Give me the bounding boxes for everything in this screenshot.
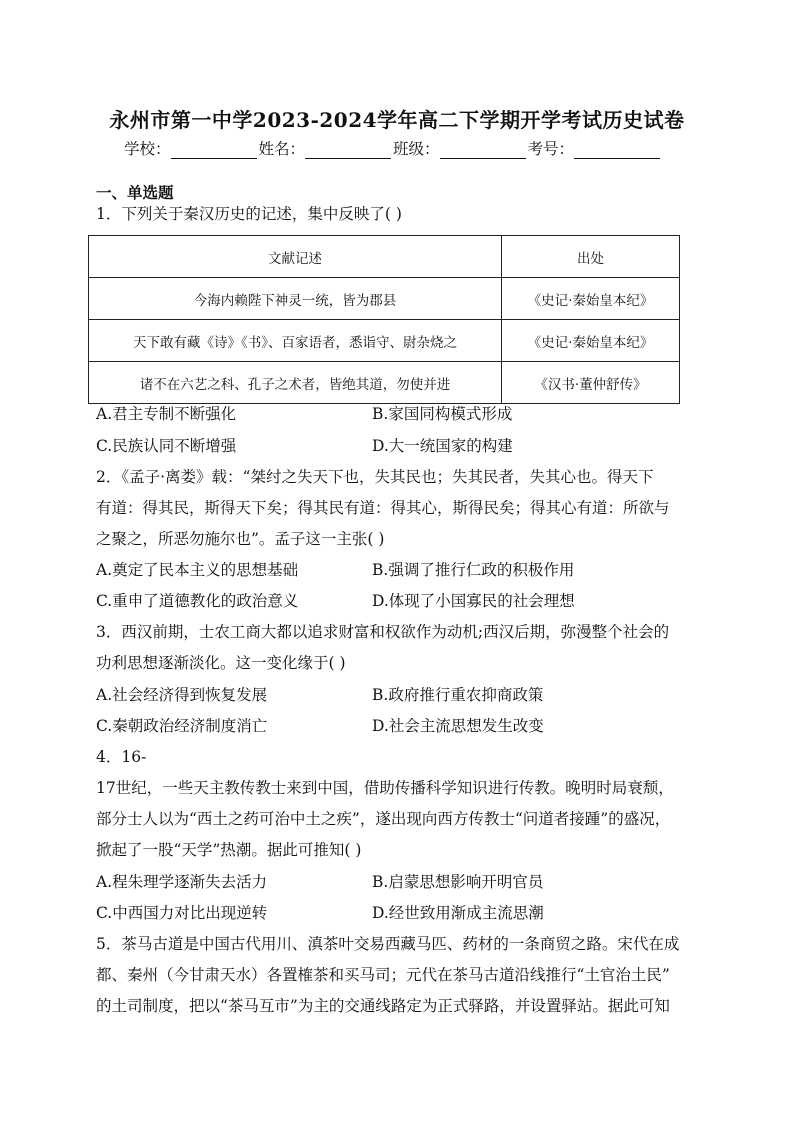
q4-option-c[interactable]: C.中西国力对比出现逆转: [96, 904, 268, 922]
q4-option-a[interactable]: A.程朱理学逐渐失去活力: [96, 873, 268, 891]
table-header-row: [89, 236, 680, 278]
table-cell: 《史记·秦始皇本纪》: [502, 278, 680, 320]
table-row: [89, 362, 680, 404]
class-label: 班级：: [393, 140, 440, 158]
q1-option-b[interactable]: B.家国同构模式形成: [372, 405, 513, 423]
q1-option-a[interactable]: A.君主专制不断强化: [96, 405, 237, 423]
q2-option-b[interactable]: B.强调了推行仁政的积极作用: [372, 561, 575, 579]
q1-option-c[interactable]: C.民族认同不断增强: [96, 437, 237, 455]
q4-option-b[interactable]: B.启蒙思想影响开明官员: [372, 873, 544, 891]
q5-stem-line: 5．茶马古道是中国古代用川、滇茶叶交易西藏马匹、药材的一条商贸之路。宋代在成: [96, 935, 680, 953]
table-cell: 诸不在六艺之科、孔子之术者，皆绝其道，勿使并进: [89, 362, 502, 404]
q1-source-table: [88, 235, 680, 404]
class-blank[interactable]: [440, 142, 526, 159]
number-label: 考号：: [527, 140, 575, 158]
table-row: [89, 320, 680, 362]
q4-option-d[interactable]: D.经世致用渐成主流思潮: [372, 904, 544, 922]
q2-option-a[interactable]: A.奠定了民本主义的思想基础: [96, 561, 299, 579]
school-blank[interactable]: [171, 142, 257, 159]
q5-stem-line: 的土司制度，把以“茶马互市”为主的交通线路定为正式驿路，并设置驿站。据此可知: [96, 997, 670, 1015]
q2-stem-line: 有道：得其民，斯得天下矣；得其民有道：得其心，斯得民矣；得其心有道：所欲与: [96, 499, 670, 517]
table-header-cell: 出处: [502, 236, 680, 278]
q3-option-c[interactable]: C.秦朝政治经济制度消亡: [96, 717, 268, 735]
q5-stem-line: 都、秦州（今甘肃天水）各置榷茶和买马司；元代在茶马古道沿线推行“土官治土民”: [96, 966, 670, 984]
q2-stem-line: 之聚之，所恶勿施尔也”。孟子这一主张( ): [96, 530, 385, 548]
q3-option-b[interactable]: B.政府推行重农抑商政策: [372, 686, 544, 704]
q2-option-d[interactable]: D.体现了小国寡民的社会理想: [372, 592, 575, 610]
table-cell: 《汉书·董仲舒传》: [502, 362, 680, 404]
q1-stem: 1．下列关于秦汉历史的记述，集中反映了( ): [96, 205, 402, 223]
table-header-cell: 文献记述: [89, 236, 502, 278]
table-row: [89, 278, 680, 320]
q3-option-d[interactable]: D.社会主流思想发生改变: [372, 717, 544, 735]
table-cell: 《史记·秦始皇本纪》: [502, 320, 680, 362]
name-blank[interactable]: [305, 142, 391, 159]
q2-option-c[interactable]: C.重申了道德教化的政治意义: [96, 592, 299, 610]
q4-stem-line: 17世纪，一些天主教传教士来到中国，借助传播科学知识进行传教。晚明时局衰颓，: [96, 779, 674, 797]
q4-stem-line: 部分士人以为“西土之药可治中土之疾”，遂出现向西方传教士“问道者接踵”的盛况，: [96, 810, 671, 828]
q2-stem-line: 2．《孟子·离娄》载：“桀纣之失天下也，失其民也；失其民者，失其心也。得天下: [96, 468, 654, 486]
q4-stem-line: 掀起了一股“天学”热潮。据此可推知( ): [96, 841, 362, 859]
section-heading: 一、单选题: [96, 183, 174, 202]
q1-option-d[interactable]: D.大一统国家的构建: [372, 437, 513, 455]
q4-stem-line: 4．16-: [96, 748, 147, 766]
number-blank[interactable]: [574, 142, 660, 159]
q3-stem-line: 3．西汉前期，士农工商大都以追求财富和权欲作为动机;西汉后期，弥漫整个社会的: [96, 623, 670, 641]
table-cell: 天下敢有藏《诗》《书》、百家语者，悉诣守、尉杂烧之: [89, 320, 502, 362]
q3-stem-line: 功利思想逐渐淡化。这一变化缘于( ): [96, 654, 346, 672]
table-cell: 今海内赖陛下神灵一统，皆为郡县: [89, 278, 502, 320]
exam-title: 永州市第一中学2023-2024学年高二下学期开学考试历史试卷: [109, 108, 685, 132]
school-label: 学校：: [124, 140, 171, 158]
name-label: 姓名：: [258, 140, 306, 158]
student-info-row: [124, 137, 662, 159]
q3-option-a[interactable]: A.社会经济得到恢复发展: [96, 686, 268, 704]
